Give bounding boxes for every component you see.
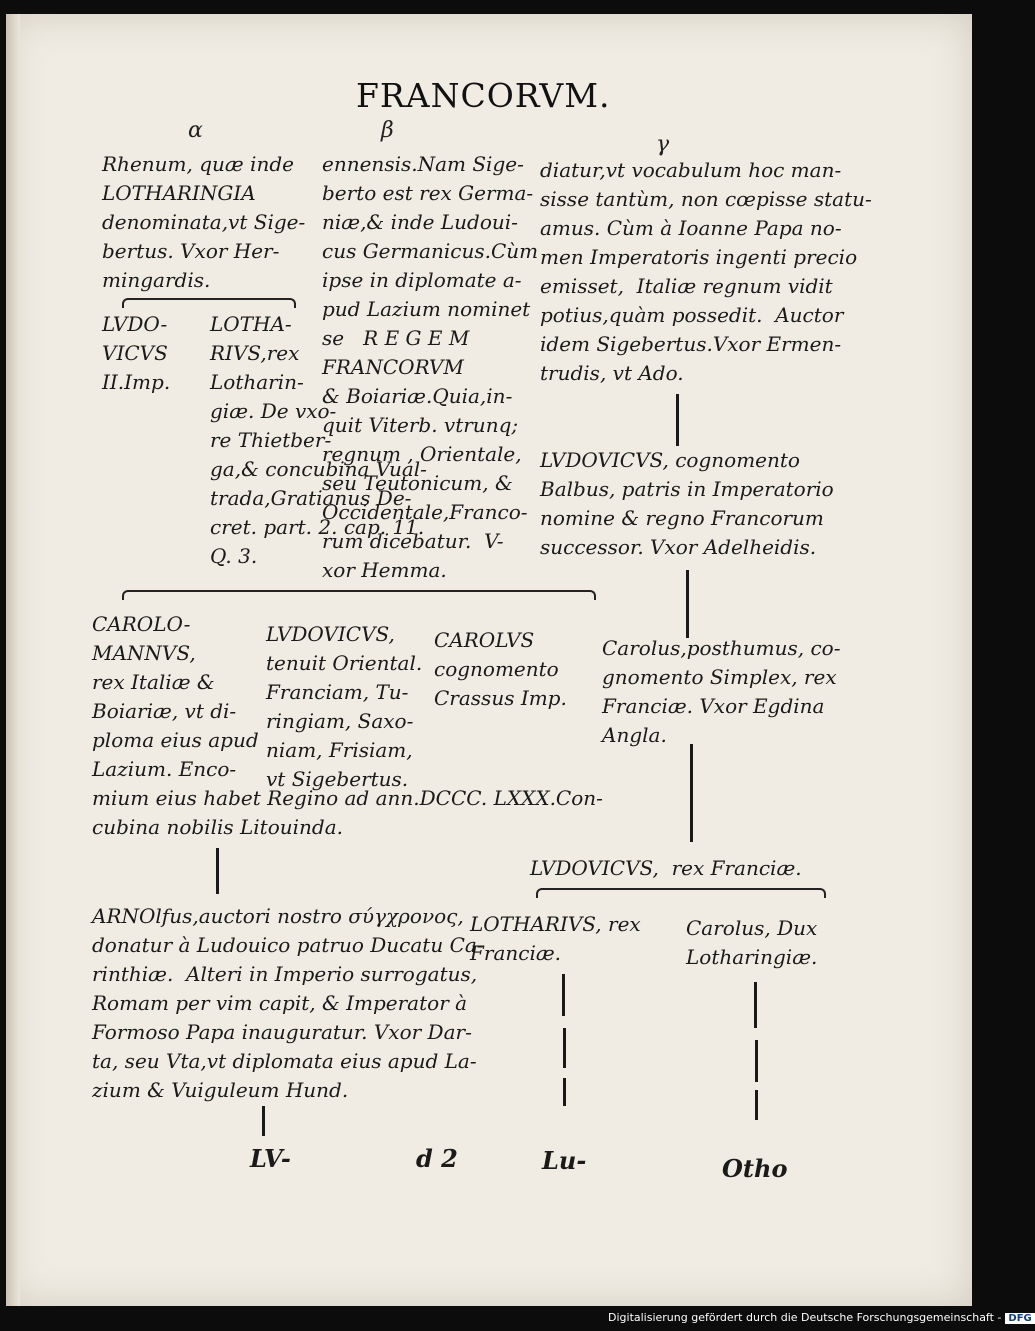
genealogy-brace-ludovicus-sons [122,590,596,600]
dfg-logo: DFG [1005,1313,1034,1324]
genealogy-brace-lothar-sons [122,298,296,308]
genealogy-line-lu-3 [563,1078,566,1106]
column-marker-beta: β [381,118,394,143]
catchword-otho: Otho [722,1154,788,1183]
entry-ludovicus-orient: LVDOVICVS, tenuit Oriental. Franciam, Tu- ringiam, Saxo- niam, Frisiam, vt Sigebertus. [266,622,423,791]
entry-ludovicus-ii: LVDO- VICVS II.Imp. [102,312,171,394]
genealogy-brace-franciae-sons [536,888,826,898]
entry-carolus-dux: Carolus, Dux Lotharingiæ. [686,916,818,969]
genealogy-line-simplex [686,570,689,638]
genealogy-line-otho-2 [755,1040,758,1082]
digitization-credit [608,1311,1035,1324]
text-block-beta-top: ennensis.Nam Sige- berto est rex Germa- niæ,& inde Ludoui- cus Germanicus.Cùm ipse in diplomate a- pud Lazium nominet se R E G E M FRANCORVM & Boiariæ.Quia,in- quit Viterb. vtrunq; regnum , Orientale, seu Teutonicum, & Occidentale,Franco- rum dicebatur. V- xor Hemma. [322,152,539,582]
entry-carolomannus: CAROLO- MANNVS, rex Italiæ & Boiariæ, vt di- ploma eius apud Lazium. Enco- mium eius habet Regino ad ann.DCCC. LXXX.Con- cubina nobilis Litouinda. [92,612,603,839]
genealogy-line-lv [262,1106,265,1136]
genealogy-line-lu-2 [563,1028,566,1068]
book-page [6,14,972,1306]
credit-text: Digitalisierung gefördert durch die Deutsche Forschungsgemeinschaft - [608,1311,1002,1324]
entry-arnolfus: ARNOlfus,auctori nostro σύγχρονος, donatur à Ludouico patruo Ducatu Ca- rinthiæ. Alteri in Imperio surrogatus, Romam per vim capit, & Imperator à Formoso Papa inauguratur. Vxor Dar- ta, seu Vta,vt diplomata eius apud La- zium & Vuiguleum Hund. [92,904,484,1102]
genealogy-line-ludovicus-franciae [690,744,693,842]
text-block-gamma-top: diatur,vt vocabulum hoc man- sisse tantùm, non cœpisse statu- amus. Cùm à Ioanne Papa no- men Imperatoris ingenti precio emisset, Italiæ regnum vidit potius,quàm possedit. Auctor idem Sigebertus.Vxor Ermen- trudis, vt Ado. [540,158,872,385]
entry-carolus-simplex: Carolus,posthumus, co- gnomento Simplex, rex Franciæ. Vxor Egdina Angla. [602,636,841,747]
genealogy-line-balbus [676,394,679,446]
page-spine-shadow [6,14,20,1306]
catchword-lv: LV- [250,1144,291,1173]
genealogy-line-lu-1 [562,974,565,1016]
running-head: FRANCORVM. [356,76,611,115]
column-marker-gamma: γ [656,132,670,157]
signature-mark: d 2 [416,1144,458,1173]
entry-ludovicus-balbus: LVDOVICVS, cognomento Balbus, patris in Imperatorio nomine & regno Francorum successor. Vxor Adelheidis. [540,448,834,559]
genealogy-line-otho-3 [755,1090,758,1120]
column-marker-alpha: α [188,118,203,143]
text-block-alpha-top: Rhenum, quæ inde LOTHARINGIA denominata,vt Sige- bertus. Vxor Her- mingardis. [102,152,306,292]
entry-carolus-crassus: CAROLVS cognomento Crassus Imp. [434,628,567,710]
genealogy-line-arnolfus [216,848,219,894]
entry-ludovicus-franciae: LVDOVICVS, rex Franciæ. [530,856,802,880]
entry-lotharius: LOTHA- RIVS,rex Lotharin- giæ. De vxo- re Thietber- ga,& concubina Vual- trada,Gratianus De- cret. part. 2. cap. 11. Q. 3. [210,312,427,568]
genealogy-line-otho-1 [754,982,757,1028]
entry-lotharius-franciae: LOTHARIVS, rex Franciæ. [470,912,641,965]
catchword-lu: Lu- [542,1146,587,1175]
